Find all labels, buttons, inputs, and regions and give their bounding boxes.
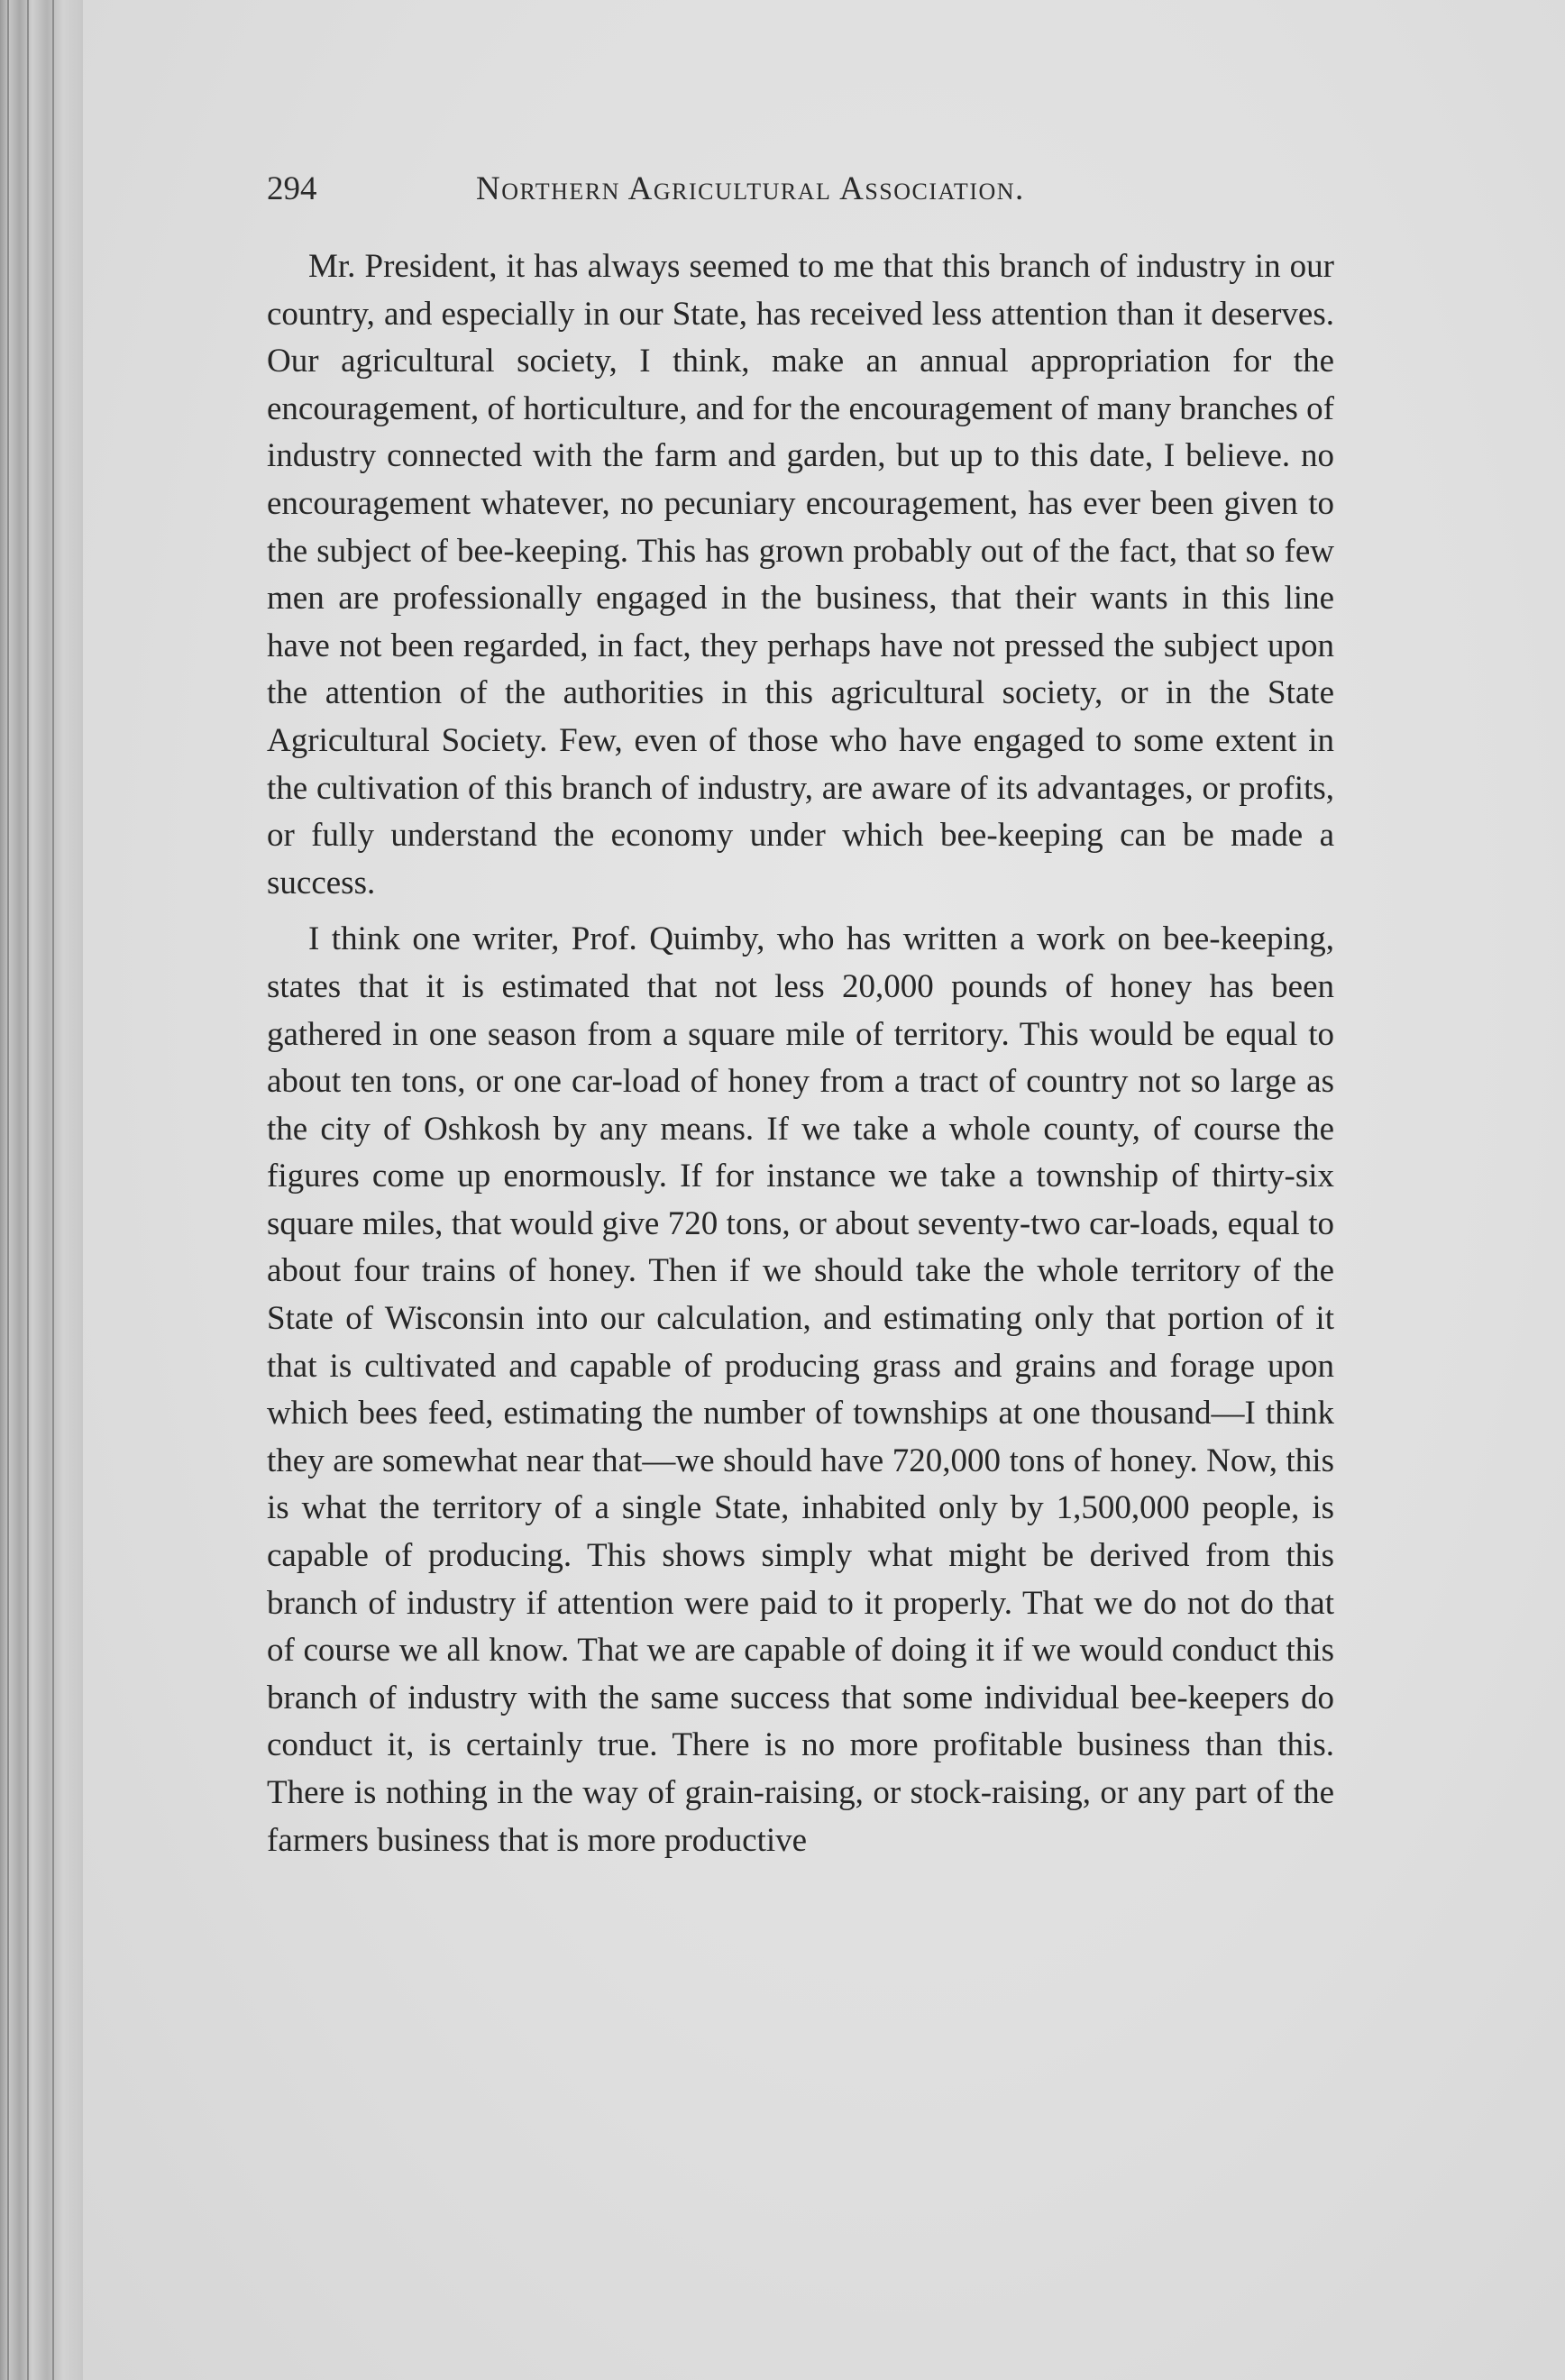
running-head-title: Northern Agricultural Association.: [476, 170, 1025, 207]
book-binding-edge: [0, 0, 83, 2380]
paragraph-1: Mr. President, it has always seemed to me that this branch of industry in our country, and especially in our State, has received less attention than it deserves. Our agricultural society, I think, make an annual appropriation for the encouragement, of horticulture, and for the encouragement of many branches of industry connected with the farm and garden, but up to this date, I believe. no encouragement whatever, no pecuniary encouragement, has ever been given to the subject of bee-keeping. This has grown probably out of the fact, that so few men are professionally engaged in the business, that their wants in this line have not been regarded, in fact, they perhaps have not pressed the subject upon the attention of the authorities in this agricultural society, or in the State Agricultural Society. Few, even of those who have engaged to some extent in the cultivation of this branch of industry, are aware of its advantages, or profits, or fully understand the economy under which bee-keeping can be made a success.: [267, 248, 1334, 902]
binding-crease-line: [27, 0, 29, 2380]
page-number: 294: [267, 170, 317, 207]
page-header: [267, 169, 1277, 220]
page-body-text: [267, 243, 1334, 1864]
binding-crease-line: [7, 0, 9, 2380]
binding-crease-line: [52, 0, 54, 2380]
paragraph-2: I think one writer, Prof. Quimby, who has written a work on bee-keeping, states that it is estimated that not less 20,000 pounds of honey has been gathered in one season from a square mile of territory. This would be equal to about ten tons, or one car-load of honey from a tract of country not so large as the city of Oshkosh by any means. If we take a whole county, of course the figures come up enormously. If for instance we take a township of thirty-six square miles, that would give 720 tons, or about seventy-two car-loads, equal to about four trains of honey. Then if we should take the whole territory of the State of Wisconsin into our calculation, and estimating only that portion of it that is cultivated and capable of producing grass and grains and forage upon which bees feed, estimating the number of townships at one thousand—I think they are somewhat near that—we should have 720,000 tons of honey. Now, this is what the territory of a single State, inhabited only by 1,500,000 people, is capable of producing. This shows simply what might be derived from this branch of industry if attention were paid to it properly. That we do not do that of course we all know. That we are capable of doing it if we would conduct this branch of industry with the same success that some individual bee-keepers do conduct it, is certainly true. There is no more profitable business than this. There is nothing in the way of grain-raising, or stock-raising, or any part of the farmers business that is more productive: [267, 920, 1334, 1859]
